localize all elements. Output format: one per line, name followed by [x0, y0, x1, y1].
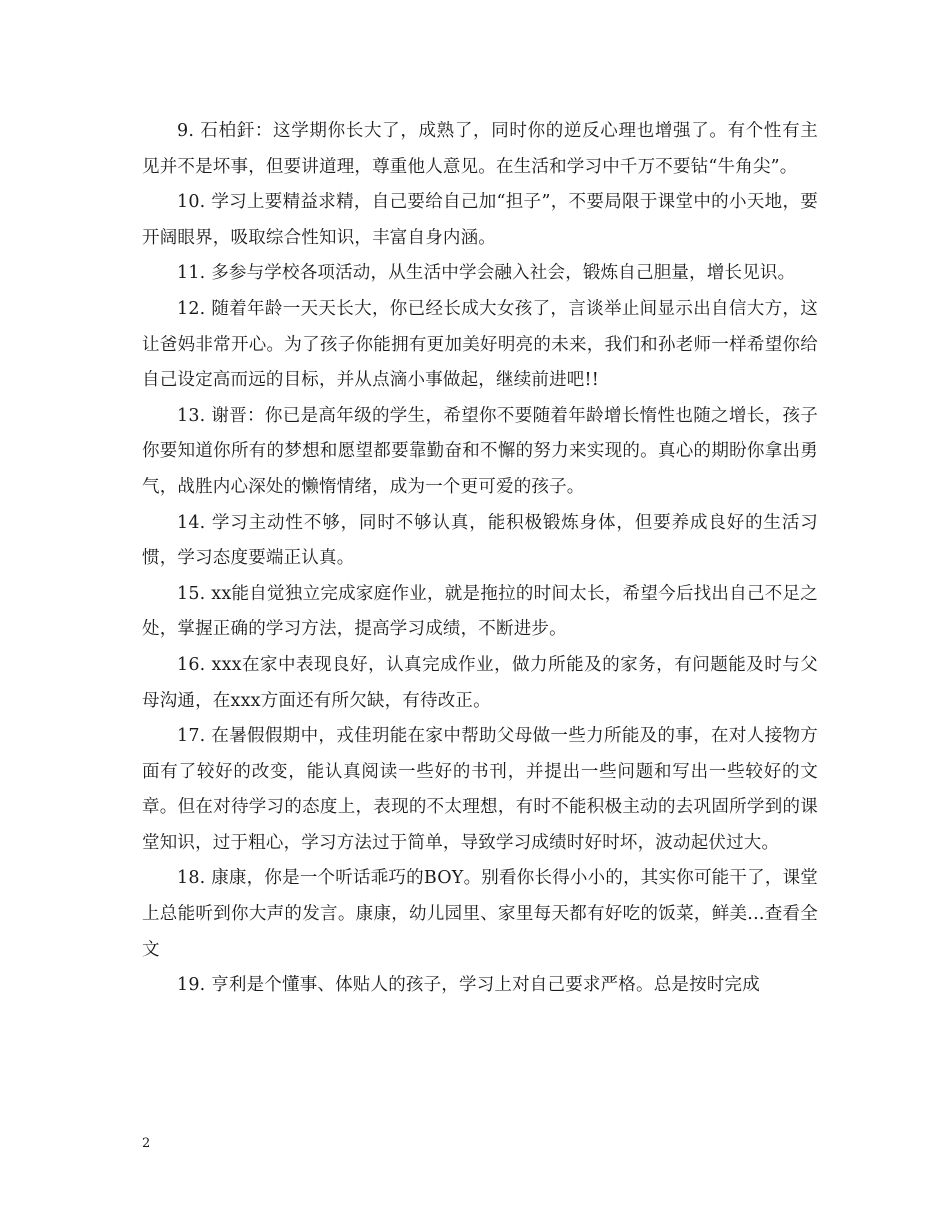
paragraph-19: 19. 亨利是个懂事、体贴人的孩子，学习上对自己要求严格。总是按时完成	[177, 975, 760, 996]
paragraph-14: 14. 学习主动性不够，同时不够认真，能积极锻炼身体，但要养成良好的生活习惯，学习态度要端正认真。	[142, 512, 818, 569]
paragraph-16: 16. xxx在家中表现良好，认真完成作业，做力所能及的家务，有问题能及时与父母沟通，在xxx方面还有所欠缺，有待改正。	[142, 654, 818, 711]
paragraph-9: 9. 石柏釬：这学期你长大了，成熟了，同时你的逆反心理也增强了。有个性有主见并不是坏事，但要讲道理，尊重他人意见。在生活和学习中千万不要钻“牛角尖”。	[142, 121, 818, 177]
paragraph-18: 18. 康康，你是一个听话乖巧的BOY。别看你长得小小的，其实你可能干了，课堂上总能听到你大声的发言。康康，幼儿园里、家里每天都有好吃的饭菜，鲜美...查看全文	[142, 868, 818, 960]
paragraph-11: 11. 多参与学校各项活动，从生活中学会融入社会，锻炼自己胆量，增长见识。	[177, 263, 796, 284]
paragraph-15: 15. xx能自觉独立完成家庭作业，就是拖拉的时间太长，希望今后找出自己不足之处，掌握正确的学习方法，提高学习成绩，不断进步。	[142, 583, 818, 640]
paragraph-17: 17. 在暑假假期中，戎佳玥能在家中帮助父母做一些力所能及的事，在对人接物方面有了较好的改变，能认真阅读一些好的书刊，并提出一些问题和写出一些较好的文章。但在对待学习的态度上，表现的不太理想，有时不能积极主动的去巩固所学到的课堂知识，过于粗心，学习方法过于简单，导致学习成绩时好时坏，波动起伏过大。	[142, 726, 818, 853]
paragraph-10: 10. 学习上要精益求精，自己要给自己加“担子”，不要局限于课堂中的小天地，要开阔眼界，吸取综合性知识，丰富自身内涵。	[142, 192, 818, 248]
page-number: 2	[142, 1136, 151, 1151]
paragraph-12: 12. 随着年龄一天天长大，你已经长成大女孩了，言谈举止间显示出自信大方，这让爸妈非常开心。为了孩子你能拥有更加美好明亮的未来，我们和孙老师一样希望你给自己设定高而远的目标，并从点滴小事做起，继续前进吧!!	[142, 298, 818, 391]
paragraph-13: 13. 谢晋：你已是高年级的学生，希望你不要随着年龄增长惰性也随之增长，孩子你要知道你所有的梦想和愿望都要靠勤奋和不懈的努力来实现的。真心的期盼你拿出勇气，战胜内心深处的懒惰情绪，成为一个更可爱的孩子。	[142, 405, 818, 497]
document-body	[142, 114, 818, 1004]
